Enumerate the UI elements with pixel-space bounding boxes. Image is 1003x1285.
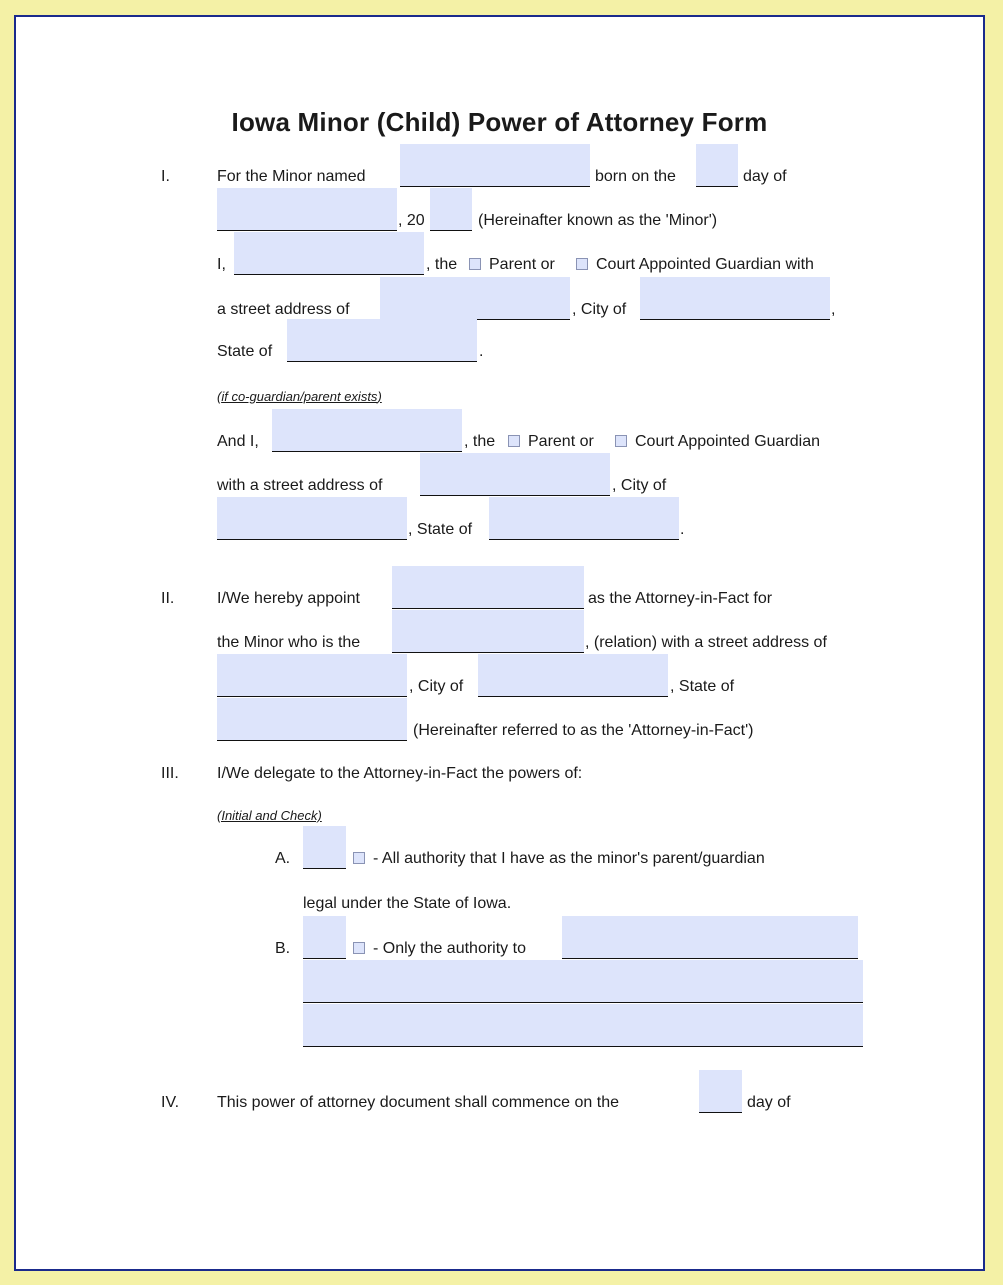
s2-text: , (relation) with a street address of: [585, 634, 827, 651]
s1-text: born on the: [595, 168, 676, 185]
s2-text: as the Attorney-in-Fact for: [588, 590, 773, 607]
s1-text: Parent or: [528, 433, 594, 450]
guardian-2-name-field[interactable]: [272, 409, 462, 452]
authority-field-2[interactable]: [303, 960, 863, 1003]
s1-text: For the Minor named: [217, 168, 366, 185]
s1-text: , State of: [408, 521, 473, 538]
birth-month-field[interactable]: [217, 188, 397, 231]
s1-text: , City of: [572, 301, 627, 318]
s1-text: ,: [831, 301, 836, 318]
section-1-number: I.: [161, 168, 170, 185]
section-4-number: IV.: [161, 1094, 180, 1111]
option-b-label: B.: [275, 940, 291, 957]
s1-text: , City of: [612, 477, 667, 494]
s1-text: a street address of: [217, 301, 350, 318]
page-title: Iowa Minor (Child) Power of Attorney Form: [231, 107, 768, 137]
parent-checkbox-1[interactable]: [469, 258, 481, 270]
s3-text: - All authority that I have as the minor's parent/guardian: [373, 850, 765, 867]
street-address-2-field[interactable]: [420, 453, 610, 496]
s1-text: I,: [217, 256, 226, 273]
attorney-city-field[interactable]: [478, 654, 668, 697]
co-guardian-note: (if co-guardian/parent exists): [217, 389, 382, 404]
guardian-1-name-field[interactable]: [234, 232, 424, 275]
s1-text: .: [479, 343, 484, 360]
state-1-field[interactable]: [287, 319, 477, 362]
initial-check-note: (Initial and Check): [217, 808, 322, 823]
s2-text: I/We hereby appoint: [217, 590, 360, 607]
minor-name-field[interactable]: [400, 144, 590, 187]
street-address-1-field[interactable]: [380, 277, 570, 320]
commence-day-field[interactable]: [699, 1070, 742, 1113]
s4-text: day of: [747, 1094, 791, 1111]
option-b-checkbox[interactable]: [353, 942, 365, 954]
birth-year-field[interactable]: [430, 188, 472, 231]
s1-text: Court Appointed Guardian: [635, 433, 821, 450]
s2-text: (Hereinafter referred to as the 'Attorney-in-Fact'): [413, 722, 754, 739]
attorney-name-field[interactable]: [392, 566, 584, 609]
authority-field-1[interactable]: [562, 916, 858, 959]
s3-text: - Only the authority to: [373, 940, 526, 957]
section-2-number: II.: [161, 590, 175, 607]
relation-field[interactable]: [392, 610, 584, 653]
s2-text: , State of: [670, 678, 735, 695]
guardian-checkbox-2[interactable]: [615, 435, 627, 447]
s3-text: legal under the State of Iowa.: [303, 895, 512, 912]
section-3-number: III.: [161, 765, 179, 782]
parent-checkbox-2[interactable]: [508, 435, 520, 447]
guardian-checkbox-1[interactable]: [576, 258, 588, 270]
birth-day-field[interactable]: [696, 144, 738, 187]
option-a-label: A.: [275, 850, 291, 867]
s1-text: with a street address of: [217, 477, 383, 494]
s1-text: (Hereinafter known as the 'Minor'): [478, 212, 718, 229]
form-page: [14, 15, 985, 1271]
s1-text: , 20: [398, 212, 425, 229]
option-b-initial-field[interactable]: [303, 916, 346, 959]
s2-text: , City of: [409, 678, 464, 695]
s1-text: , the: [426, 256, 458, 273]
s1-text: Court Appointed Guardian with: [596, 256, 814, 273]
s1-text: day of: [743, 168, 787, 185]
s1-text: .: [680, 521, 685, 538]
state-2-field[interactable]: [489, 497, 679, 540]
option-a-initial-field[interactable]: [303, 826, 346, 869]
s1-text: , the: [464, 433, 496, 450]
attorney-address-field[interactable]: [217, 654, 407, 697]
s3-text: I/We delegate to the Attorney-in-Fact the powers of:: [217, 765, 583, 782]
s2-text: the Minor who is the: [217, 634, 361, 651]
s1-text: Parent or: [489, 256, 555, 273]
authority-field-3[interactable]: [303, 1004, 863, 1047]
city-1-field[interactable]: [640, 277, 830, 320]
option-a-checkbox[interactable]: [353, 852, 365, 864]
s1-text: And I,: [217, 433, 259, 450]
s4-text: This power of attorney document shall commence on the: [217, 1094, 619, 1111]
s1-text: State of: [217, 343, 273, 360]
attorney-state-field[interactable]: [217, 698, 407, 741]
city-2-field[interactable]: [217, 497, 407, 540]
